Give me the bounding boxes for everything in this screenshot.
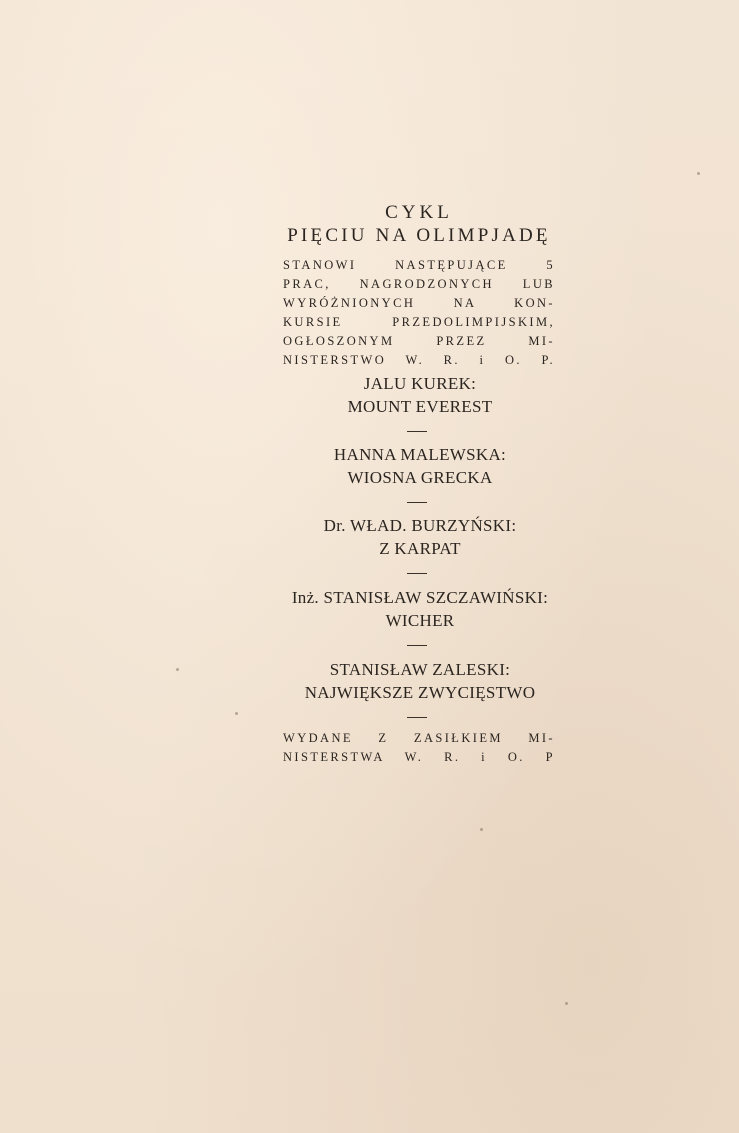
divider (407, 645, 427, 646)
intro-line: STANOWI NASTĘPUJĄCE 5 (283, 258, 555, 272)
paper-speck (176, 668, 179, 671)
intro-line: PRAC, NAGRODZONYCH LUB (283, 277, 555, 291)
divider (407, 502, 427, 503)
cycle-title: CYKL (385, 202, 453, 223)
entry-work: MOUNT EVEREST (347, 397, 493, 416)
divider (407, 573, 427, 574)
intro-line: KURSIE PRZEDOLIMPIJSKIM, (283, 315, 555, 329)
entry-work: Z KARPAT (379, 539, 461, 558)
divider (407, 717, 427, 718)
paper-speck (235, 712, 238, 715)
intro-line: WYRÓŻNIONYCH NA KON- (283, 296, 555, 310)
divider (407, 431, 427, 432)
entry-author: JALU KUREK: (363, 374, 477, 393)
entry-author: STANISŁAW ZALESKI: (329, 660, 511, 679)
entry-work: WIOSNA GRECKA (347, 468, 493, 487)
entry-author: HANNA MALEWSKA: (333, 445, 507, 464)
footer-line: NISTERSTWA W. R. i O. P (283, 750, 555, 764)
paper-speck (697, 172, 700, 175)
intro-line: OGŁOSZONYM PRZEZ MI- (283, 334, 555, 348)
entry-author: Dr. WŁAD. BURZYŃSKI: (323, 516, 517, 535)
entry-work: NAJWIĘKSZE ZWYCIĘSTWO (304, 683, 536, 702)
paper-speck (565, 1002, 568, 1005)
entry-work: WICHER (385, 611, 455, 630)
footer-line: WYDANE Z ZASIŁKIEM MI- (283, 731, 555, 745)
paper-speck (480, 828, 483, 831)
intro-line: NISTERSTWO W. R. i O. P. (283, 353, 555, 367)
entry-author: Inż. STANISŁAW SZCZAWIŃSKI: (291, 588, 549, 607)
cycle-subtitle: PIĘCIU NA OLIMPJADĘ (287, 225, 551, 246)
